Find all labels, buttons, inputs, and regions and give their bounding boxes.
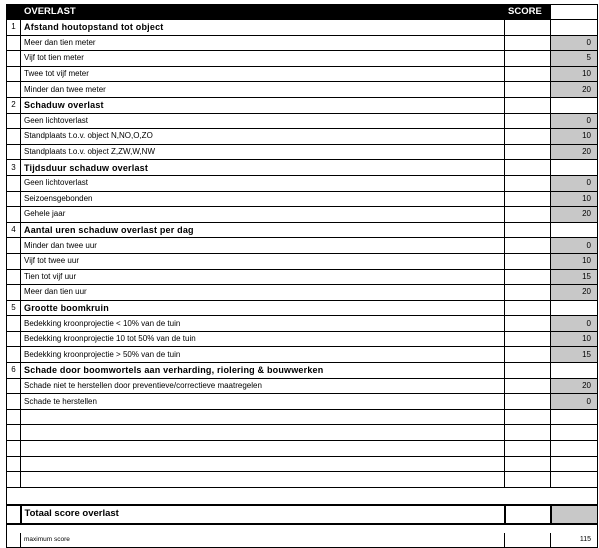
criterion-num-cell: [7, 347, 21, 363]
criterion-num-cell: [7, 253, 21, 269]
criterion-row: [7, 51, 598, 67]
criterion-label: Geen lichtoverlast: [21, 175, 505, 191]
criterion-label: Meer dan tien meter: [21, 35, 505, 51]
criterion-num-cell: [7, 331, 21, 347]
criterion-label: Bedekking kroonprojectie 10 tot 50% van de tuin: [21, 331, 505, 347]
criterion-score: 20: [551, 144, 598, 160]
criterion-score: 0: [551, 394, 598, 410]
criterion-label: Gehele jaar: [21, 207, 505, 223]
criterion-num-cell: [7, 175, 21, 191]
criterion-row: [7, 347, 598, 363]
criterion-num-cell: [7, 113, 21, 129]
section-title: Grootte boomkruin: [21, 300, 505, 316]
criterion-label: Vijf tot tien meter: [21, 51, 505, 67]
total-input-cell[interactable]: [505, 505, 551, 524]
section-input-cell[interactable]: [505, 97, 551, 113]
criterion-input-cell[interactable]: [505, 207, 551, 223]
criterion-input-cell[interactable]: [505, 394, 551, 410]
empty-label-cell: [21, 472, 505, 488]
criterion-input-cell[interactable]: [505, 285, 551, 301]
criterion-score: 10: [551, 331, 598, 347]
criterion-input-cell[interactable]: [505, 113, 551, 129]
criterion-num-cell: [7, 394, 21, 410]
max-input-cell: [505, 533, 551, 548]
criterion-row: [7, 253, 598, 269]
criterion-label: Bedekking kroonprojectie > 50% van de tuin: [21, 347, 505, 363]
empty-label-cell: [21, 456, 505, 472]
criterion-row: [7, 285, 598, 301]
criterion-num-cell: [7, 66, 21, 82]
criterion-label: Standplaats t.o.v. object N,NO,O,ZO: [21, 129, 505, 145]
section-score-cell: [551, 20, 598, 36]
section-number: 5: [7, 300, 21, 316]
criterion-label: Geen lichtoverlast: [21, 113, 505, 129]
criterion-num-cell: [7, 285, 21, 301]
criterion-row: [7, 378, 598, 394]
criterion-row: [7, 207, 598, 223]
criterion-label: Vijf tot twee uur: [21, 253, 505, 269]
criterion-num-cell: [7, 51, 21, 67]
criterion-num-cell: [7, 129, 21, 145]
criterion-score: 15: [551, 269, 598, 285]
criterion-label: Minder dan twee meter: [21, 82, 505, 98]
empty-score-cell: [551, 425, 598, 441]
criterion-num-cell: [7, 207, 21, 223]
criterion-score: 20: [551, 285, 598, 301]
criterion-input-cell[interactable]: [505, 253, 551, 269]
empty-score-cell: [551, 456, 598, 472]
criterion-row: [7, 175, 598, 191]
criterion-input-cell[interactable]: [505, 269, 551, 285]
empty-num-cell: [7, 409, 21, 425]
section-input-cell[interactable]: [505, 300, 551, 316]
section-header-row: [7, 363, 598, 379]
criterion-row: [7, 331, 598, 347]
criterion-label: Schade niet te herstellen door preventieve/correctieve maatregelen: [21, 378, 505, 394]
empty-input-cell[interactable]: [505, 472, 551, 488]
empty-label-cell: [21, 425, 505, 441]
empty-label-cell: [21, 441, 505, 457]
criterion-score: 15: [551, 347, 598, 363]
empty-num-cell: [7, 456, 21, 472]
criterion-row: [7, 66, 598, 82]
criterion-score: 0: [551, 175, 598, 191]
empty-row: [7, 472, 598, 488]
criterion-input-cell[interactable]: [505, 51, 551, 67]
criterion-score: 10: [551, 191, 598, 207]
maximum-score-row: [7, 533, 598, 548]
criterion-row: [7, 394, 598, 410]
section-header-row: [7, 20, 598, 36]
criterion-label: Bedekking kroonprojectie < 10% van de tuin: [21, 316, 505, 332]
empty-num-cell: [7, 441, 21, 457]
criterion-input-cell[interactable]: [505, 238, 551, 254]
criterion-row: [7, 191, 598, 207]
score-table: [6, 4, 598, 548]
criterion-row: [7, 238, 598, 254]
criterion-input-cell[interactable]: [505, 175, 551, 191]
section-score-cell: [551, 363, 598, 379]
section-header-row: [7, 300, 598, 316]
criterion-label: Minder dan twee uur: [21, 238, 505, 254]
section-number: 2: [7, 97, 21, 113]
total-num-cell: [7, 505, 21, 524]
header-num-cell: [7, 5, 21, 20]
criterion-num-cell: [7, 269, 21, 285]
criterion-input-cell[interactable]: [505, 331, 551, 347]
criterion-num-cell: [7, 144, 21, 160]
maximum-score-value: 115: [551, 533, 598, 548]
section-input-cell[interactable]: [505, 363, 551, 379]
gap-cell-2: [7, 524, 598, 533]
empty-row: [7, 409, 598, 425]
header-title: OVERLAST: [21, 5, 505, 20]
criterion-score: 10: [551, 253, 598, 269]
criterion-input-cell[interactable]: [505, 66, 551, 82]
section-title: Schaduw overlast: [21, 97, 505, 113]
criterion-input-cell[interactable]: [505, 191, 551, 207]
section-title: Tijdsduur schaduw overlast: [21, 160, 505, 176]
empty-row: [7, 425, 598, 441]
empty-score-cell: [551, 441, 598, 457]
empty-input-cell[interactable]: [505, 456, 551, 472]
header-score-value-cell: [551, 5, 598, 20]
criterion-row: [7, 129, 598, 145]
section-score-cell: [551, 300, 598, 316]
criterion-row: [7, 82, 598, 98]
section-score-cell: [551, 97, 598, 113]
criterion-row: [7, 35, 598, 51]
criterion-row: [7, 316, 598, 332]
empty-num-cell: [7, 425, 21, 441]
empty-row: [7, 441, 598, 457]
empty-input-cell[interactable]: [505, 441, 551, 457]
criterion-label: Standplaats t.o.v. object Z,ZW,W,NW: [21, 144, 505, 160]
criterion-row: [7, 144, 598, 160]
header-score-label: SCORE: [505, 5, 551, 20]
maximum-score-label: maximum score: [21, 533, 505, 548]
criterion-score: 20: [551, 378, 598, 394]
criterion-input-cell[interactable]: [505, 316, 551, 332]
empty-input-cell[interactable]: [505, 425, 551, 441]
section-number: 3: [7, 160, 21, 176]
total-score-cell: [551, 505, 598, 524]
empty-score-cell: [551, 472, 598, 488]
criterion-num-cell: [7, 316, 21, 332]
criterion-score: 0: [551, 35, 598, 51]
criterion-score: 20: [551, 82, 598, 98]
criterion-input-cell[interactable]: [505, 129, 551, 145]
criterion-score: 0: [551, 113, 598, 129]
criterion-score: 5: [551, 51, 598, 67]
section-header-row: [7, 160, 598, 176]
criterion-row: [7, 269, 598, 285]
criterion-score: 0: [551, 316, 598, 332]
criterion-num-cell: [7, 378, 21, 394]
criterion-num-cell: [7, 238, 21, 254]
criterion-input-cell[interactable]: [505, 347, 551, 363]
criterion-num-cell: [7, 35, 21, 51]
empty-label-cell: [21, 409, 505, 425]
total-row: [7, 505, 598, 524]
section-title: Schade door boomwortels aan verharding, riolering & bouwwerken: [21, 363, 505, 379]
section-input-cell[interactable]: [505, 20, 551, 36]
criterion-label: Schade te herstellen: [21, 394, 505, 410]
section-title: Aantal uren schaduw overlast per dag: [21, 222, 505, 238]
criterion-input-cell[interactable]: [505, 35, 551, 51]
criterion-input-cell[interactable]: [505, 378, 551, 394]
criterion-num-cell: [7, 191, 21, 207]
criterion-label: Seizoensgebonden: [21, 191, 505, 207]
criterion-input-cell[interactable]: [505, 144, 551, 160]
criterion-num-cell: [7, 82, 21, 98]
section-input-cell[interactable]: [505, 222, 551, 238]
header-row: [7, 5, 598, 20]
empty-num-cell: [7, 472, 21, 488]
section-input-cell[interactable]: [505, 160, 551, 176]
max-num-cell: [7, 533, 21, 548]
section-header-row: [7, 97, 598, 113]
criterion-score: 20: [551, 207, 598, 223]
criterion-label: Twee tot vijf meter: [21, 66, 505, 82]
gap-row: [7, 487, 598, 505]
section-number: 4: [7, 222, 21, 238]
criterion-label: Meer dan tien uur: [21, 285, 505, 301]
criterion-score: 10: [551, 66, 598, 82]
overlast-score-sheet: [6, 4, 597, 548]
criterion-score: 10: [551, 129, 598, 145]
section-title: Afstand houtopstand tot object: [21, 20, 505, 36]
gap-row-2: [7, 524, 598, 533]
section-header-row: [7, 222, 598, 238]
section-score-cell: [551, 222, 598, 238]
criterion-score: 0: [551, 238, 598, 254]
section-number: 6: [7, 363, 21, 379]
empty-row: [7, 456, 598, 472]
criterion-input-cell[interactable]: [505, 82, 551, 98]
section-number: 1: [7, 20, 21, 36]
section-score-cell: [551, 160, 598, 176]
empty-score-cell: [551, 409, 598, 425]
criterion-label: Tien tot vijf uur: [21, 269, 505, 285]
empty-input-cell[interactable]: [505, 409, 551, 425]
gap-cell: [7, 487, 598, 505]
criterion-row: [7, 113, 598, 129]
total-label: Totaal score overlast: [21, 505, 505, 524]
